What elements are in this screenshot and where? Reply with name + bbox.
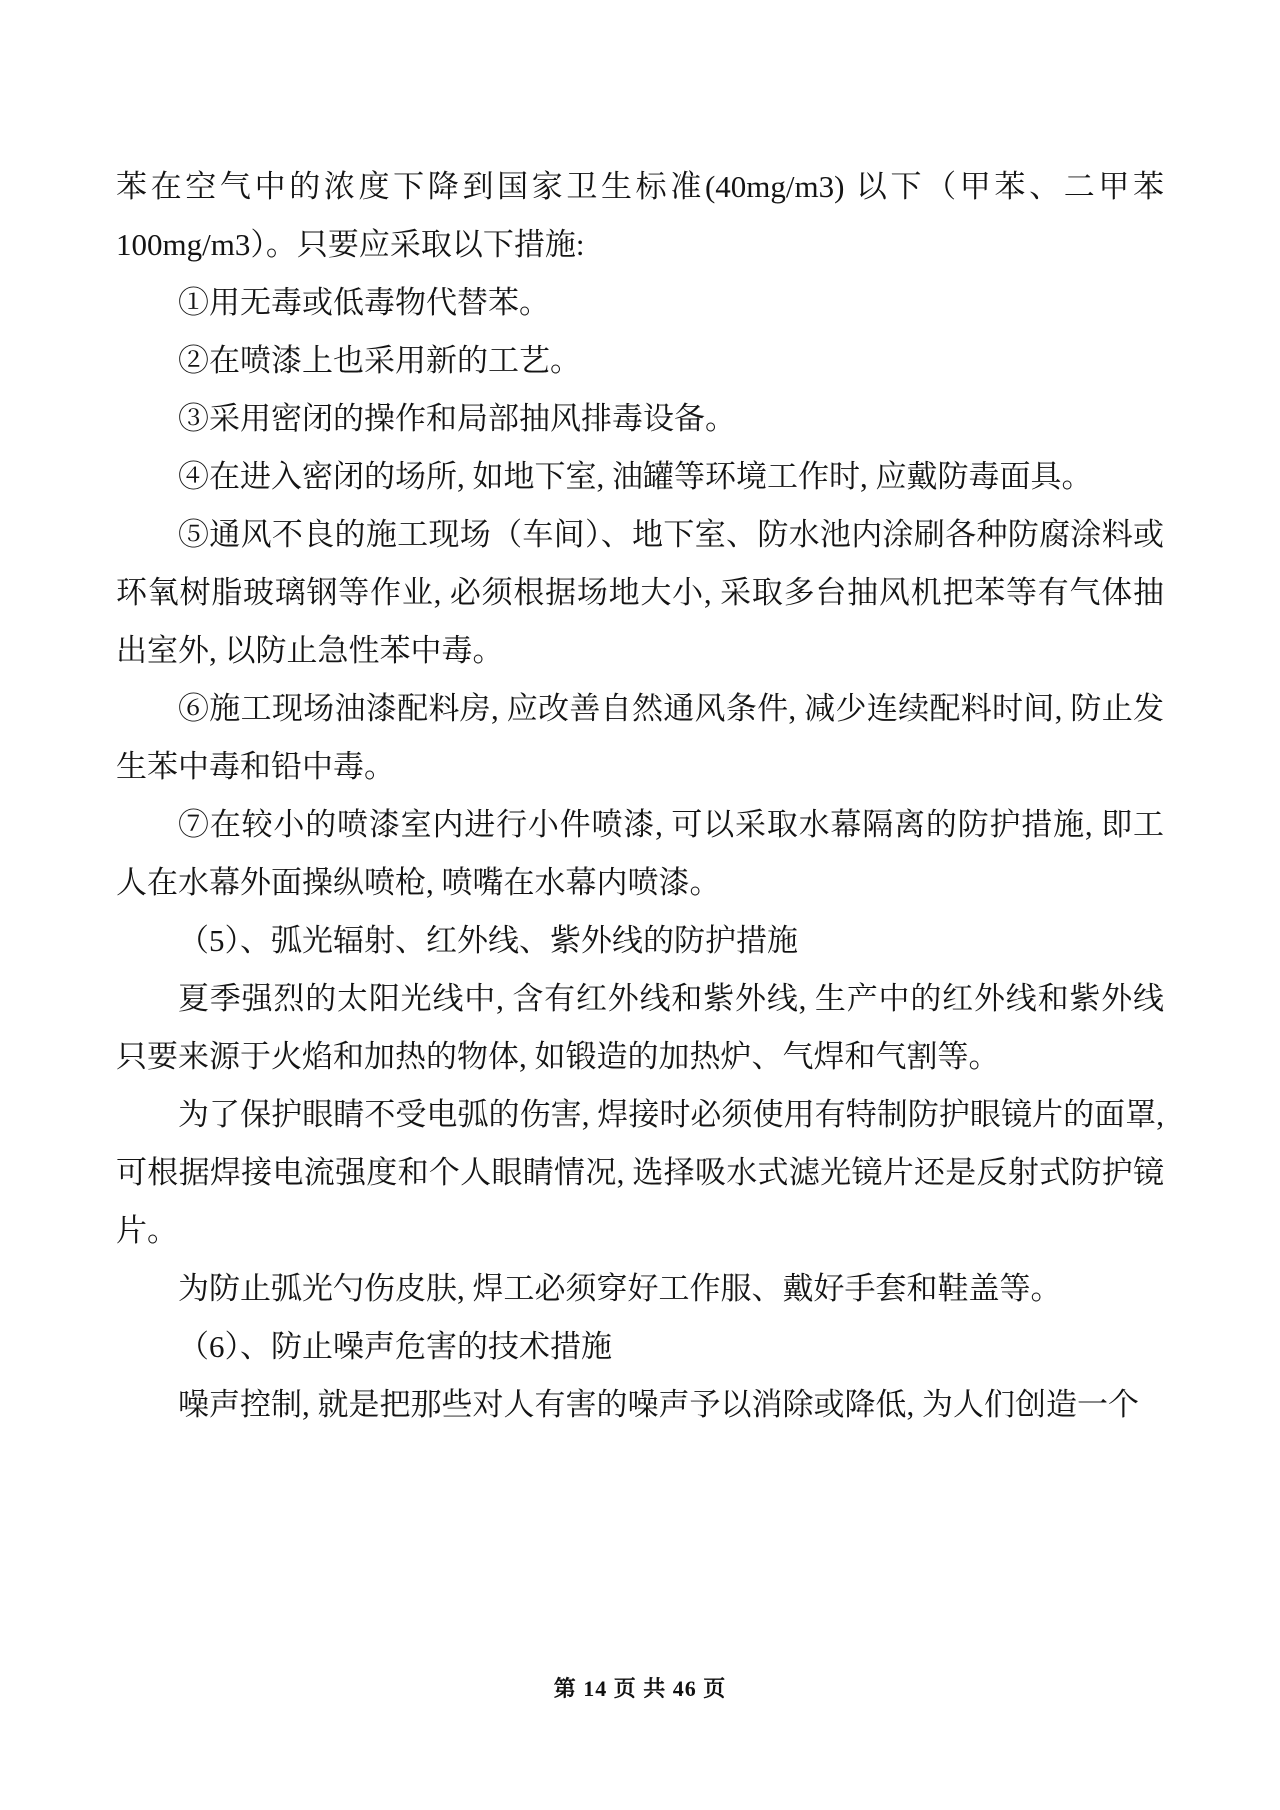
paragraph: 夏季强烈的太阳光线中, 含有红外线和紫外线, 生产中的红外线和紫外线只要来源于火焰和加热的物体, 如锻造的加热炉、气焊和气割等。 bbox=[116, 981, 1164, 1074]
section-heading: （6）、防止噪声危害的技术措施 bbox=[178, 1329, 612, 1364]
section-heading: （5）、弧光辐射、红外线、紫外线的防护措施 bbox=[178, 923, 798, 958]
paragraph: ④在进入密闭的场所, 如地下室, 油罐等环境工作时, 应戴防毒面具。 bbox=[178, 459, 1093, 494]
page-footer: 第 14 页 共 46 页 bbox=[553, 1676, 727, 1701]
paragraph: ③采用密闭的操作和局部抽风排毒设备。 bbox=[178, 401, 736, 436]
paragraph: 为了保护眼睛不受电弧的伤害, 焊接时必须使用有特制防护眼镜片的面罩, 可根据焊接电流强度和个人眼睛情况, 选择吸水式滤光镜片还是反射式防护镜片。 bbox=[116, 1097, 1164, 1248]
paragraph: ⑦在较小的喷漆室内进行小件喷漆, 可以采取水幕隔离的防护措施, 即工人在水幕外面操纵喷枪, 喷嘴在水幕内喷漆。 bbox=[116, 807, 1164, 900]
document-body bbox=[116, 158, 1164, 1434]
paragraph: ⑥施工现场油漆配料房, 应改善自然通风条件, 减少连续配料时间, 防止发生苯中毒和铅中毒。 bbox=[116, 691, 1164, 784]
paragraph: 苯在空气中的浓度下降到国家卫生标准(40mg/m3) 以下（甲苯、二甲苯100mg/m3）。只要应采取以下措施: bbox=[116, 169, 1164, 262]
paragraph: 噪声控制, 就是把那些对人有害的噪声予以消除或降低, 为人们创造一个 bbox=[178, 1387, 1139, 1422]
paragraph: 为防止弧光勺伤皮肤, 焊工必须穿好工作服、戴好手套和鞋盖等。 bbox=[178, 1271, 1062, 1306]
paragraph: ②在喷漆上也采用新的工艺。 bbox=[178, 343, 581, 378]
paragraph: ①用无毒或低毒物代替苯。 bbox=[178, 285, 550, 320]
paragraph: ⑤通风不良的施工现场（车间）、地下室、防水池内涂刷各种防腐涂料或环氧树脂玻璃钢等作业, 必须根据场地大小, 采取多台抽风机把苯等有气体抽出室外, 以防止急性苯中毒。 bbox=[116, 517, 1164, 668]
